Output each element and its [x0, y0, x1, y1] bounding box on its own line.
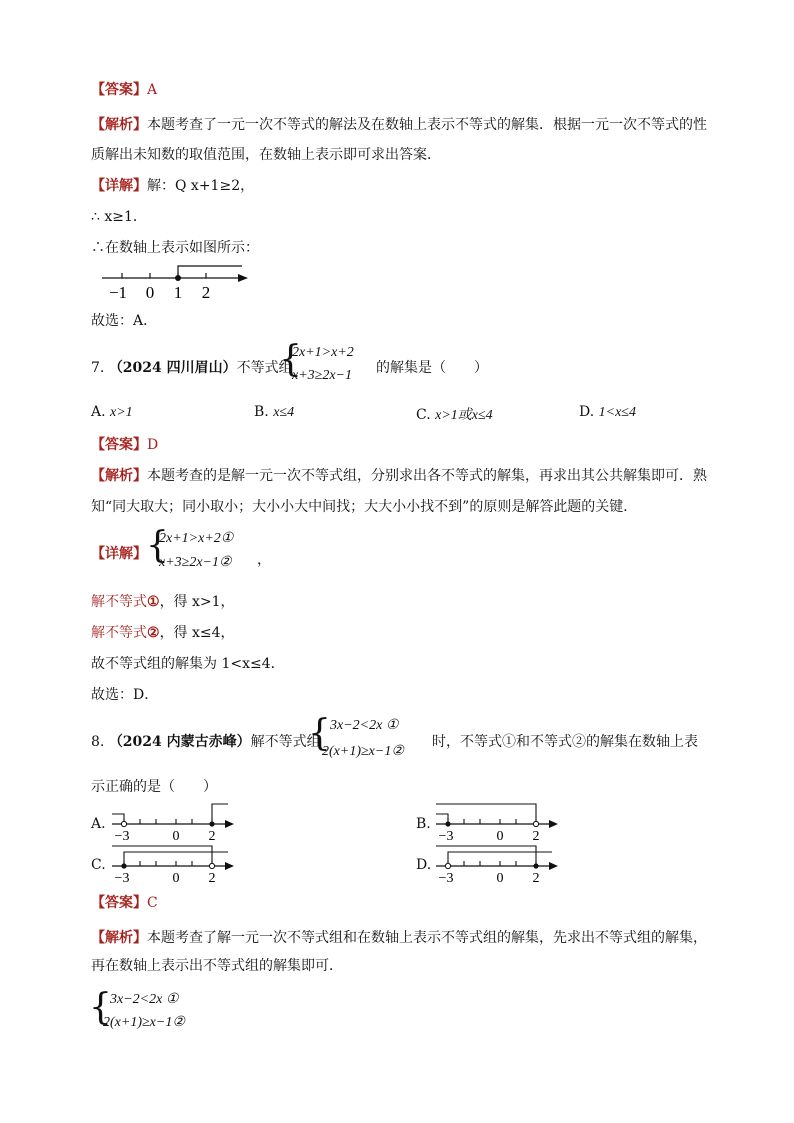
question-number: 7.	[91, 360, 105, 376]
q6-conclusion: 故选：A．	[91, 313, 158, 329]
option-text: 1<x≤4	[598, 405, 636, 420]
question-number: 8.	[91, 734, 105, 750]
tick-label: −3	[438, 829, 454, 844]
option-letter: B.	[416, 816, 431, 832]
answer-value: D	[147, 437, 159, 453]
circled-mark: ①	[147, 594, 160, 610]
detail-tag: 【详解】	[91, 178, 147, 194]
system-eq-1: 3x−2<2x ①	[330, 718, 399, 733]
answer-tag: 【答案】	[91, 895, 147, 911]
q7-analysis-line-2: 知“同大取大；同小取小；大小小大中间找；大大小小找不到”的原则是解答此题的关键．	[91, 499, 638, 515]
detail-text: 解：Q x+1≥2，	[147, 178, 255, 194]
q8-analysis-line-2: 再在数轴上表示出不等式组的解集即可．	[91, 958, 343, 974]
option-a[interactable]	[91, 816, 106, 832]
analysis-text: 本题考查了一元一次不等式的解法及在数轴上表示不等式的解集．根据一元一次不等式的性	[147, 117, 707, 133]
system-eq-2: 2(x+1)≥x−1②	[103, 1015, 185, 1030]
option-c[interactable]	[91, 857, 106, 873]
tick-label: 2	[201, 283, 211, 302]
closed-point	[175, 275, 181, 281]
option-letter: D.	[416, 857, 432, 873]
tick-label: 0	[172, 829, 180, 844]
tick-label: −3	[114, 829, 130, 844]
q6-analysis-line-2: 质解出未知数的取值范围，在数轴上表示即可求出答案．	[91, 147, 441, 163]
system-brace: {	[279, 339, 302, 380]
analysis-tag: 【解析】	[91, 930, 147, 946]
q8-answer-line	[91, 893, 158, 913]
stem-text: 不等式组	[236, 360, 293, 376]
option-a-number-line	[108, 800, 238, 844]
axis-arrow	[238, 274, 248, 282]
detail-comma: ，	[257, 552, 271, 568]
system-eq-1: 2x+1>x+2①	[159, 531, 234, 546]
system-eq-1: 3x−2<2x ①	[110, 992, 179, 1007]
option-letter: A.	[91, 816, 106, 832]
system-brace: {	[308, 713, 331, 754]
detail-tag: 【详解】	[91, 546, 147, 562]
option-a[interactable]	[91, 404, 133, 421]
analysis-text: 本题考查的是解一元一次不等式组，分别求出各不等式的解集，再求出其公共解集即可．熟	[147, 468, 707, 484]
q8-stem	[91, 732, 321, 752]
tick-label: −1	[108, 283, 128, 302]
option-d-number-line	[432, 842, 562, 886]
q8-stem-line-2: 示正确的是（ ）	[91, 779, 217, 795]
option-b[interactable]	[416, 816, 431, 832]
tick-label: −3	[438, 871, 454, 886]
analysis-tag: 【解析】	[91, 468, 147, 484]
q7-detail-tag	[91, 544, 147, 564]
analysis-text: 本题考查了解一元一次不等式组和在数轴上表示不等式组的解集，先求出不等式组的解集，	[147, 930, 707, 946]
answer-value: C	[147, 895, 158, 911]
question-source: （2024 四川眉山）	[108, 360, 237, 376]
tick-label: 1	[173, 283, 183, 302]
q6-answer-line	[91, 80, 157, 100]
tick-label: 2	[208, 829, 216, 844]
tick-label: 2	[208, 871, 216, 886]
system-eq-2: x+3≥2x−1	[292, 368, 353, 383]
q7-stem	[91, 358, 293, 378]
option-d[interactable]	[579, 404, 636, 421]
tick-label: 2	[532, 829, 540, 844]
option-text: x≤4	[273, 405, 295, 420]
q7-analysis-line-1	[91, 466, 707, 486]
option-c-number-line	[108, 842, 238, 886]
option-letter: B.	[254, 404, 269, 420]
stem-text-end: 时，不等式①和不等式②的解集在数轴上表	[432, 734, 698, 750]
q6-analysis-line-1	[91, 115, 707, 135]
step-text: ，得 x>1，	[159, 594, 235, 610]
circled-mark: ②	[147, 625, 160, 641]
option-letter: C.	[416, 407, 431, 423]
tick-label: 0	[496, 829, 504, 844]
tick-label: 0	[496, 871, 504, 886]
tick-label: 2	[532, 871, 540, 886]
tick-label: 0	[145, 283, 155, 302]
system-brace: {	[89, 987, 112, 1028]
step-text: ，得 x≤4，	[159, 625, 235, 641]
option-text: x>1或x≤4	[435, 408, 493, 423]
answer-tag: 【答案】	[91, 82, 147, 98]
option-letter: C.	[91, 857, 106, 873]
q6-detail-line-3: ∴在数轴上表示如图所示：	[91, 240, 259, 256]
q6-detail-line-1	[91, 176, 254, 196]
step-text: 解不等式	[91, 594, 147, 610]
stem-text: 解不等式组	[250, 734, 321, 750]
system-eq-2: x+3≥2x−1②	[159, 555, 232, 570]
tick-label: 0	[172, 871, 180, 886]
option-b-number-line	[432, 800, 562, 844]
solution-ray	[178, 266, 242, 278]
q8-analysis-line-1	[91, 928, 707, 948]
q7-step-1	[91, 592, 235, 612]
q7-conclusion: 故选：D．	[91, 687, 159, 703]
q7-step-3: 故不等式组的解集为 1<x≤4．	[91, 656, 285, 672]
option-text: x>1	[110, 405, 133, 420]
option-c[interactable]	[416, 404, 493, 424]
answer-value: A	[147, 82, 158, 98]
option-letter: A.	[91, 404, 106, 420]
option-letter: D.	[579, 404, 595, 420]
q7-answer-line	[91, 435, 158, 455]
option-d[interactable]	[416, 857, 431, 873]
analysis-tag: 【解析】	[91, 117, 147, 133]
system-eq-1: 2x+1>x+2	[292, 345, 354, 360]
tick-label: −3	[114, 871, 130, 886]
answer-tag: 【答案】	[91, 437, 147, 453]
option-b[interactable]	[254, 404, 294, 421]
system-brace: {	[146, 525, 169, 566]
q6-detail-line-2: ∴ x≥1．	[91, 209, 147, 225]
system-eq-2: 2(x+1)≥x−1②	[322, 744, 404, 759]
q7-step-2	[91, 623, 235, 643]
q6-number-line	[96, 262, 256, 304]
question-source: （2024 内蒙古赤峰）	[108, 734, 251, 750]
stem-text-end: 的解集是（ ）	[376, 360, 488, 376]
step-text: 解不等式	[91, 625, 147, 641]
